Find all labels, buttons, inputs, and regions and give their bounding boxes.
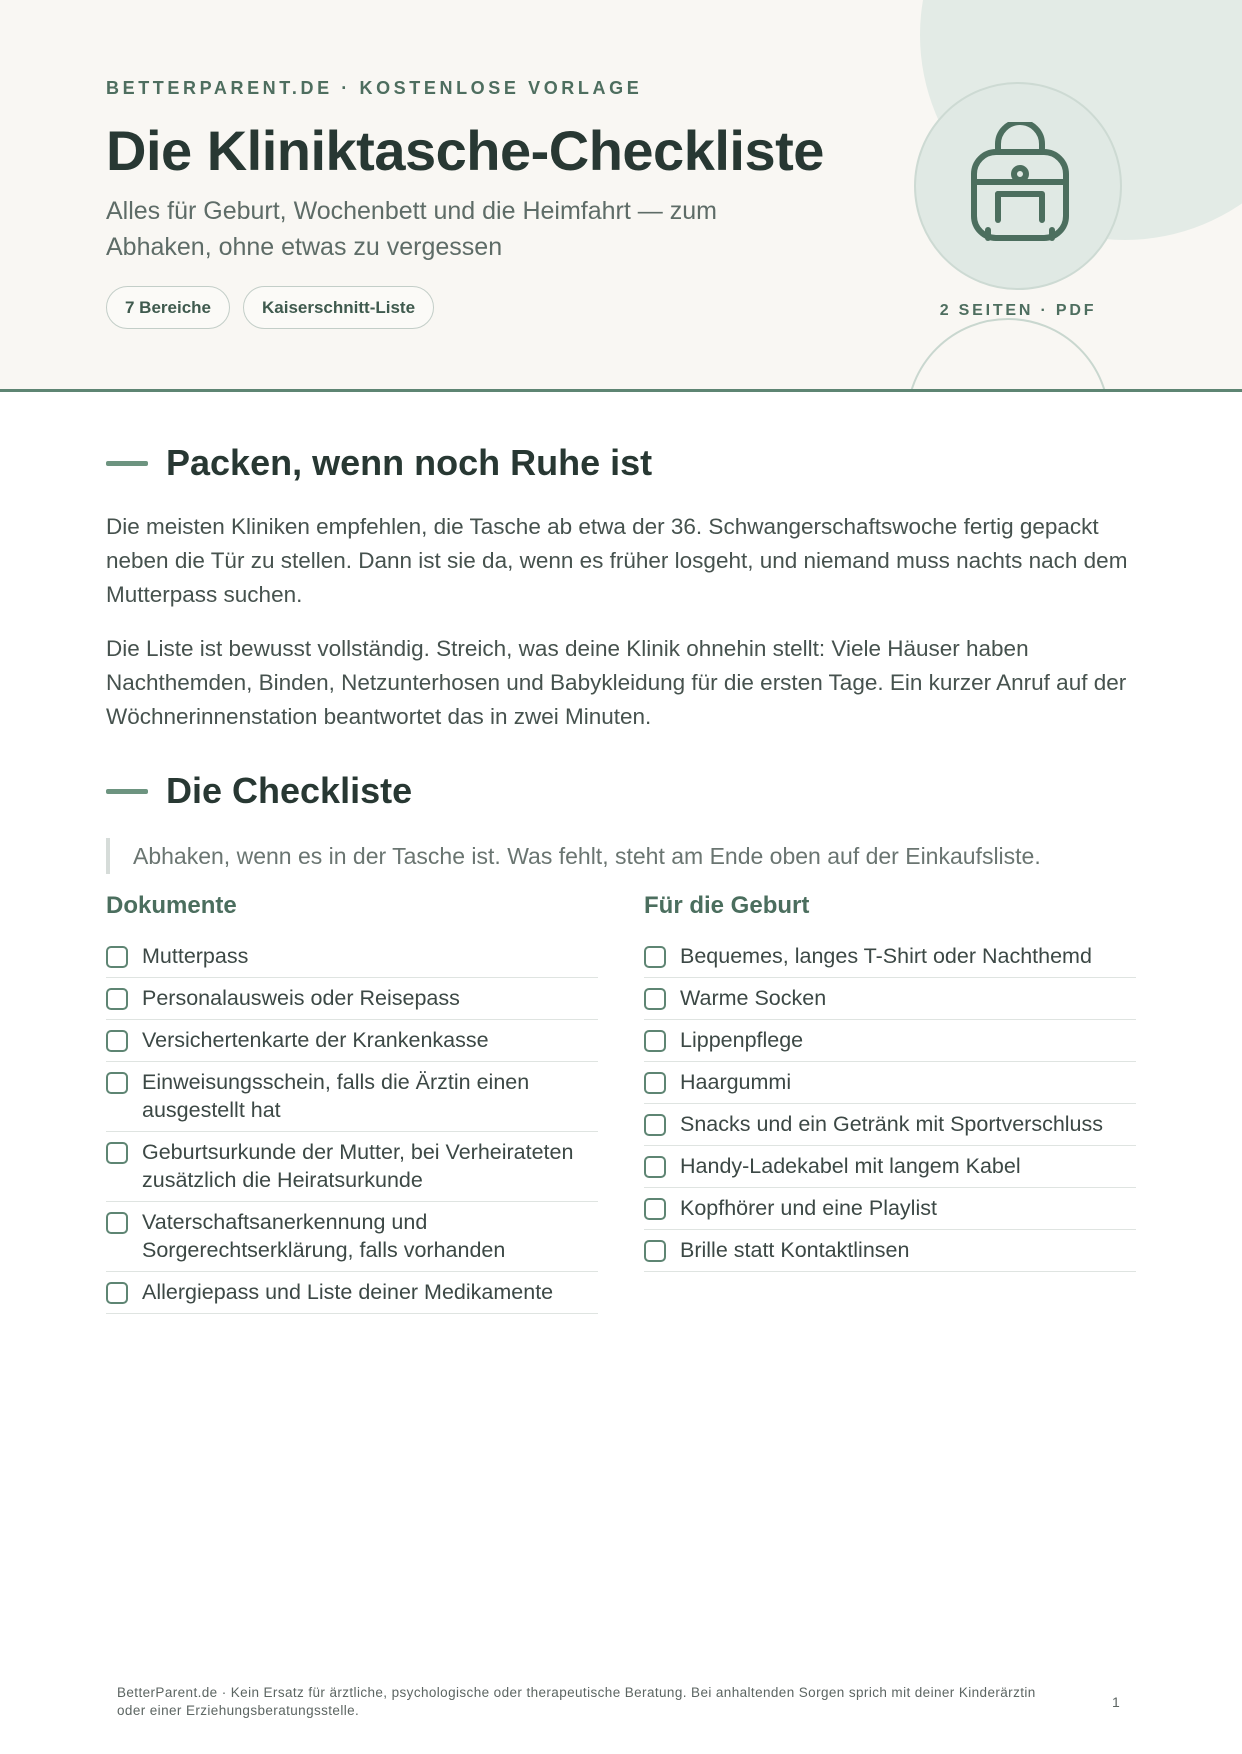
checklist-item-label: Snacks und ein Getränk mit Sportverschluss bbox=[680, 1112, 1104, 1136]
page-subtitle: Alles für Geburt, Wochenbett und die Heimfahrt — zum Abhaken, ohne etwas zu vergessen bbox=[106, 197, 717, 261]
checklist-item-label: Lippenpflege bbox=[680, 1028, 804, 1052]
checkbox[interactable] bbox=[106, 1142, 128, 1164]
checklist-item-label: Mutterpass bbox=[142, 944, 249, 968]
heading-dash bbox=[106, 461, 148, 466]
document-meta: 2 SEITEN · PDF bbox=[939, 302, 1097, 319]
checklist-title: Für die Geburt bbox=[644, 892, 810, 919]
section-title: Die Checkliste bbox=[166, 770, 413, 811]
checkbox[interactable] bbox=[644, 1030, 666, 1052]
checkbox[interactable] bbox=[106, 1212, 128, 1234]
checklist-item[interactable] bbox=[644, 1062, 1136, 1104]
checklist-item-label: Allergiepass und Liste deiner Medikamente bbox=[142, 1280, 554, 1304]
decorative-arc bbox=[906, 318, 1110, 392]
checkbox[interactable] bbox=[106, 988, 128, 1010]
checklist-item-label: Personalausweis oder Reisepass bbox=[142, 986, 460, 1010]
checklist-item[interactable] bbox=[644, 1230, 1136, 1272]
checklist-item-label: Warme Socken bbox=[680, 986, 827, 1010]
checklist-item[interactable] bbox=[644, 936, 1136, 978]
chip-areas: 7 Bereiche bbox=[106, 286, 230, 329]
checklist-title: Dokumente bbox=[106, 892, 237, 919]
checklist-item[interactable] bbox=[106, 1062, 598, 1132]
checklist-item-label: Vaterschaftsanerkennung und Sorgerechtserklärung, falls vorhanden bbox=[142, 1210, 506, 1262]
checklist-item[interactable] bbox=[644, 1104, 1136, 1146]
checklist-item-label: Versichertenkarte der Krankenkasse bbox=[142, 1028, 489, 1052]
checklist-item[interactable] bbox=[106, 1132, 598, 1202]
checklist-item-label: Brille statt Kontaktlinsen bbox=[680, 1238, 910, 1262]
checklist-item[interactable] bbox=[644, 1146, 1136, 1188]
checkbox[interactable] bbox=[644, 946, 666, 968]
icon-badge bbox=[914, 82, 1122, 290]
chip-cesarean-list: Kaiserschnitt-Liste bbox=[243, 286, 434, 329]
checklist-item-label: Bequemes, langes T-Shirt oder Nachthemd bbox=[680, 944, 1092, 968]
section-heading-packing bbox=[106, 442, 652, 484]
checklist-item-label: Kopfhörer und eine Playlist bbox=[680, 1196, 937, 1220]
checklist-item[interactable] bbox=[106, 936, 598, 978]
tag-chips bbox=[106, 286, 434, 329]
page-number: 1 bbox=[1112, 1694, 1120, 1710]
checkbox[interactable] bbox=[644, 988, 666, 1010]
checkbox[interactable] bbox=[106, 1282, 128, 1304]
eyebrow: BETTERPARENT.DE · KOSTENLOSE VORLAGE bbox=[106, 78, 643, 98]
checklist-item[interactable] bbox=[106, 1020, 598, 1062]
checklist-item[interactable] bbox=[644, 978, 1136, 1020]
footer-disclaimer: BetterParent.de · Kein Ersatz für ärztliche, psychologische oder therapeutische Beratung. Bei anhaltenden Sorgen sprich mit deiner Kinderärztin oder einer Erziehungsberatungsstelle. bbox=[117, 1685, 1036, 1718]
hero-divider bbox=[0, 389, 1242, 392]
checklist-item[interactable] bbox=[106, 1202, 598, 1272]
checkbox[interactable] bbox=[644, 1198, 666, 1220]
checklist-item-label: Geburtsurkunde der Mutter, bei Verheirateten zusätzlich die Heiratsurkunde bbox=[142, 1140, 574, 1192]
intro-paragraph: Die meisten Kliniken empfehlen, die Tasche ab etwa der 36. Schwangerschaftswoche fertig gepackt neben die Tür zu stellen. Dann ist sie da, wenn es früher losgeht, und niemand muss nachts nach dem Mutterpass suchen. bbox=[106, 514, 1128, 607]
checkbox[interactable] bbox=[644, 1240, 666, 1262]
page-title: Die Kliniktasche-Checkliste bbox=[106, 119, 824, 182]
checklist-item[interactable] bbox=[644, 1188, 1136, 1230]
section-title: Packen, wenn noch Ruhe ist bbox=[166, 442, 653, 483]
checklist-birth bbox=[644, 890, 1136, 1272]
checklist-item-label: Einweisungsschein, falls die Ärztin einen ausgestellt hat bbox=[142, 1070, 530, 1122]
intro-paragraph: Die Liste ist bewusst vollständig. Streich, was deine Klinik ohnehin stellt: Viele Häuser haben Nachthemden, Binden, Netzunterhosen und Babykleidung für die ersten Tage. Ein kurzer Anruf auf der Wöchnerinnenstation beantwortet das in zwei Minuten. bbox=[106, 636, 1127, 729]
checklist-note: Abhaken, wenn es in der Tasche ist. Was fehlt, steht am Ende oben auf der Einkaufsliste. bbox=[106, 838, 1041, 874]
checkbox[interactable] bbox=[644, 1072, 666, 1094]
bag-icon bbox=[968, 122, 1072, 248]
checklist-item[interactable] bbox=[106, 978, 598, 1020]
heading-dash bbox=[106, 789, 148, 794]
checklist-item[interactable] bbox=[106, 1272, 598, 1314]
checklist-documents bbox=[106, 890, 598, 1314]
checkbox[interactable] bbox=[106, 1072, 128, 1094]
checklist-item-label: Haargummi bbox=[680, 1070, 792, 1094]
checklist-item[interactable] bbox=[644, 1020, 1136, 1062]
checkbox[interactable] bbox=[644, 1156, 666, 1178]
checkbox[interactable] bbox=[644, 1114, 666, 1136]
hero-header bbox=[0, 0, 1242, 392]
checkbox[interactable] bbox=[106, 1030, 128, 1052]
checkbox[interactable] bbox=[106, 946, 128, 968]
section-heading-checklist bbox=[106, 770, 412, 812]
checklist-item-label: Handy-Ladekabel mit langem Kabel bbox=[680, 1154, 1021, 1178]
